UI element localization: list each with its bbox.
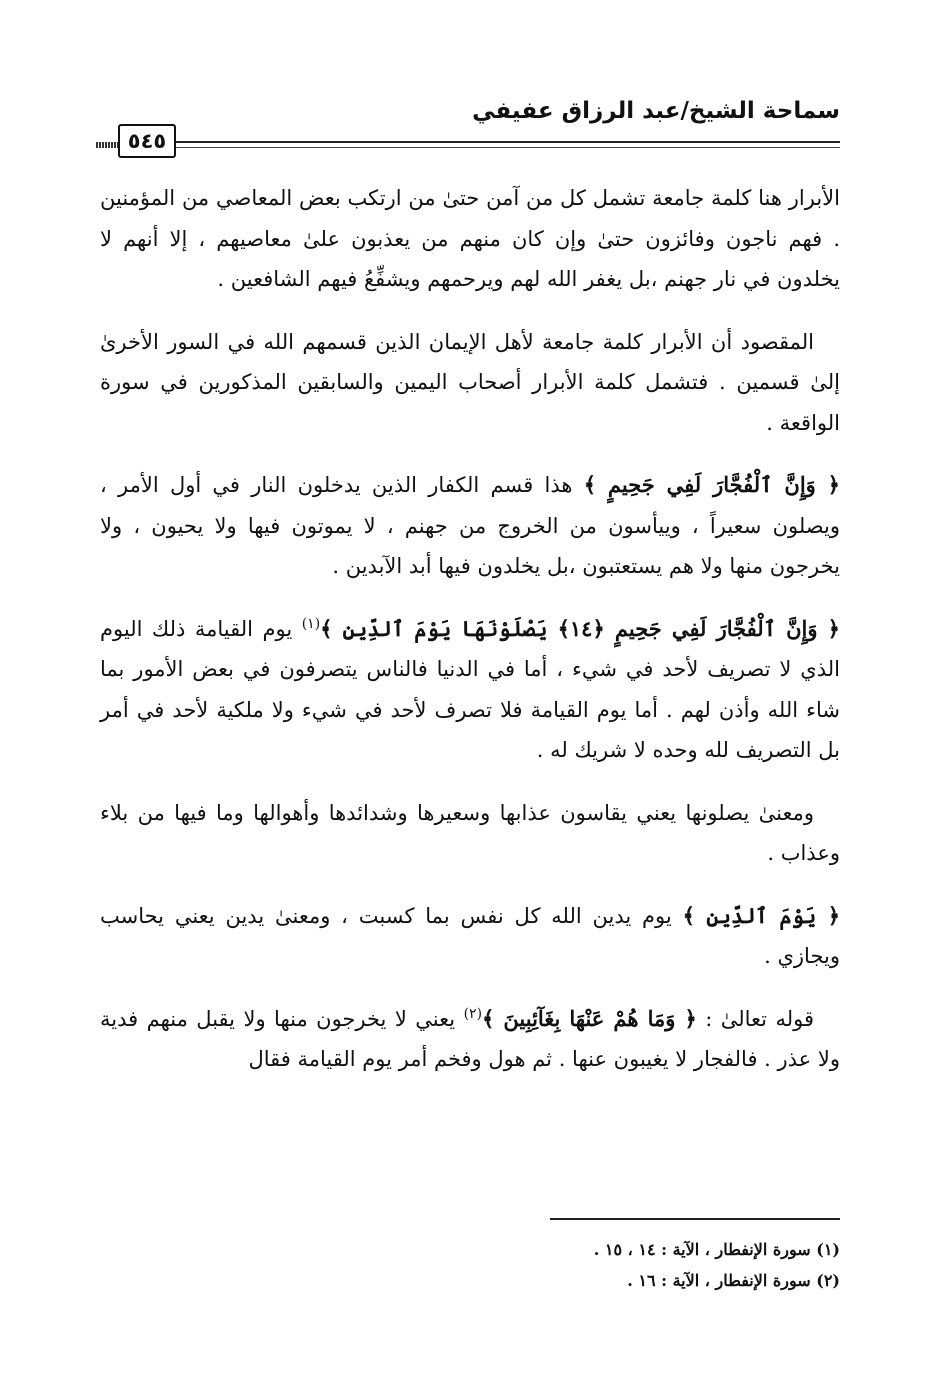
paragraph — [100, 793, 840, 874]
quran-verse: ﴿ وَإِنَّ ٱلْفُجَّارَ لَفِي جَحِيمٍ ﴾ — [583, 472, 840, 497]
page-body — [100, 178, 840, 1102]
paragraph — [100, 999, 840, 1080]
page-number: ٥٤٥ — [118, 124, 176, 158]
paragraph — [100, 322, 840, 444]
paragraph — [100, 465, 840, 587]
quran-verse: ﴿ وَإِنَّ ٱلْفُجَّارَ لَفِي جَحِيمٍ ﴿١٤﴾ يَصْلَوْنَهَا يَوْمَ ٱلدِّينِ ﴾ — [320, 615, 840, 641]
paragraph-text: يوم يدين الله كل نفس بما كسبت ، ومعنىٰ يدين يعني يحاسب ويجازي . — [100, 903, 840, 968]
quran-verse: ﴿ يَوْمَ ٱلدِّينِ ﴾ — [682, 902, 840, 928]
paragraph — [100, 896, 840, 977]
paragraph-lead: قوله تعالىٰ : — [696, 1006, 815, 1031]
header-ornament — [96, 142, 118, 148]
paragraph-text: المقصود أن الأبرار كلمة جامعة لأهل الإيمان الذين قسمهم الله في السور الأخرىٰ إلىٰ قسمين . فتشمل كلمة الأبرار أصحاب اليمين والسابقين المذكورين في سورة الواقعة . — [100, 329, 840, 435]
paragraph-text: يعني لا يخرجون منها ولا يقبل منهم فدية ولا عذر . فالفجار لا يغيبون عنها . ثم هول وفخم أمر يوم القيامة فقال — [100, 1006, 840, 1071]
footnote: (١) سورة الإنفطار ، الآية : ١٤ ، ١٥ . — [593, 1240, 840, 1259]
paragraph-text: ومعنىٰ يصلونها يعني يقاسون عذابها وسعيرها وشدائدها وأهوالها وما فيها من بلاء وعذاب . — [100, 800, 840, 865]
footnote-reference: (٢) — [463, 1005, 483, 1022]
paragraph — [100, 178, 840, 300]
running-header-title: سماحة الشيخ/عبد الرزاق عفيفي — [472, 98, 840, 124]
footnote: (٢) سورة الإنفطار ، الآية : ١٦ . — [627, 1271, 840, 1290]
header-rule-thin — [176, 147, 840, 148]
paragraph-text: هذا قسم الكفار الذين يدخلون النار في أول الأمر ، ويصلون سعيراً ، وييأسون من الخروج من جهنم ، لا يموتون فيها ولا يحيون ، ولا يخرجون منها ولا هم يستعتبون ،بل يخلدون فيها أبد الآبدين . — [100, 473, 840, 578]
paragraph-text: الأبرار هنا كلمة جامعة تشمل كل من آمن حتىٰ من ارتكب بعض المعاصي من المؤمنين . فهم ناجون وفائزون حتىٰ وإن كان منهم من يعذبون علىٰ معاصيهم ، إلا أنهم لا يخلدون في نار جهنم ،بل يغفر الله لهم ويرحمهم ويشفِّعُ فيهم الشافعين . — [100, 186, 840, 291]
header-rule — [176, 141, 840, 143]
paragraph — [100, 609, 840, 771]
footnotes — [100, 1234, 840, 1296]
footnote-reference: (١) — [301, 615, 321, 632]
paragraph-text: يوم القيامة ذلك اليوم الذي لا تصريف لأحد في شيء ، أما في الدنيا فالناس يتصرفون في بعض الأمور بما شاء الله وأذن لهم . أما يوم القيامة فلا تصرف لأحد في شيء ولا ملكية لأحد في أمر بل التصريف لله وحده لا شريك له . — [100, 616, 840, 762]
quran-verse: ﴿ وَمَا هُمْ عَنْهَا بِغَآئِبِينَ ﴾ — [482, 1005, 697, 1031]
footnote-rule — [550, 1218, 840, 1220]
